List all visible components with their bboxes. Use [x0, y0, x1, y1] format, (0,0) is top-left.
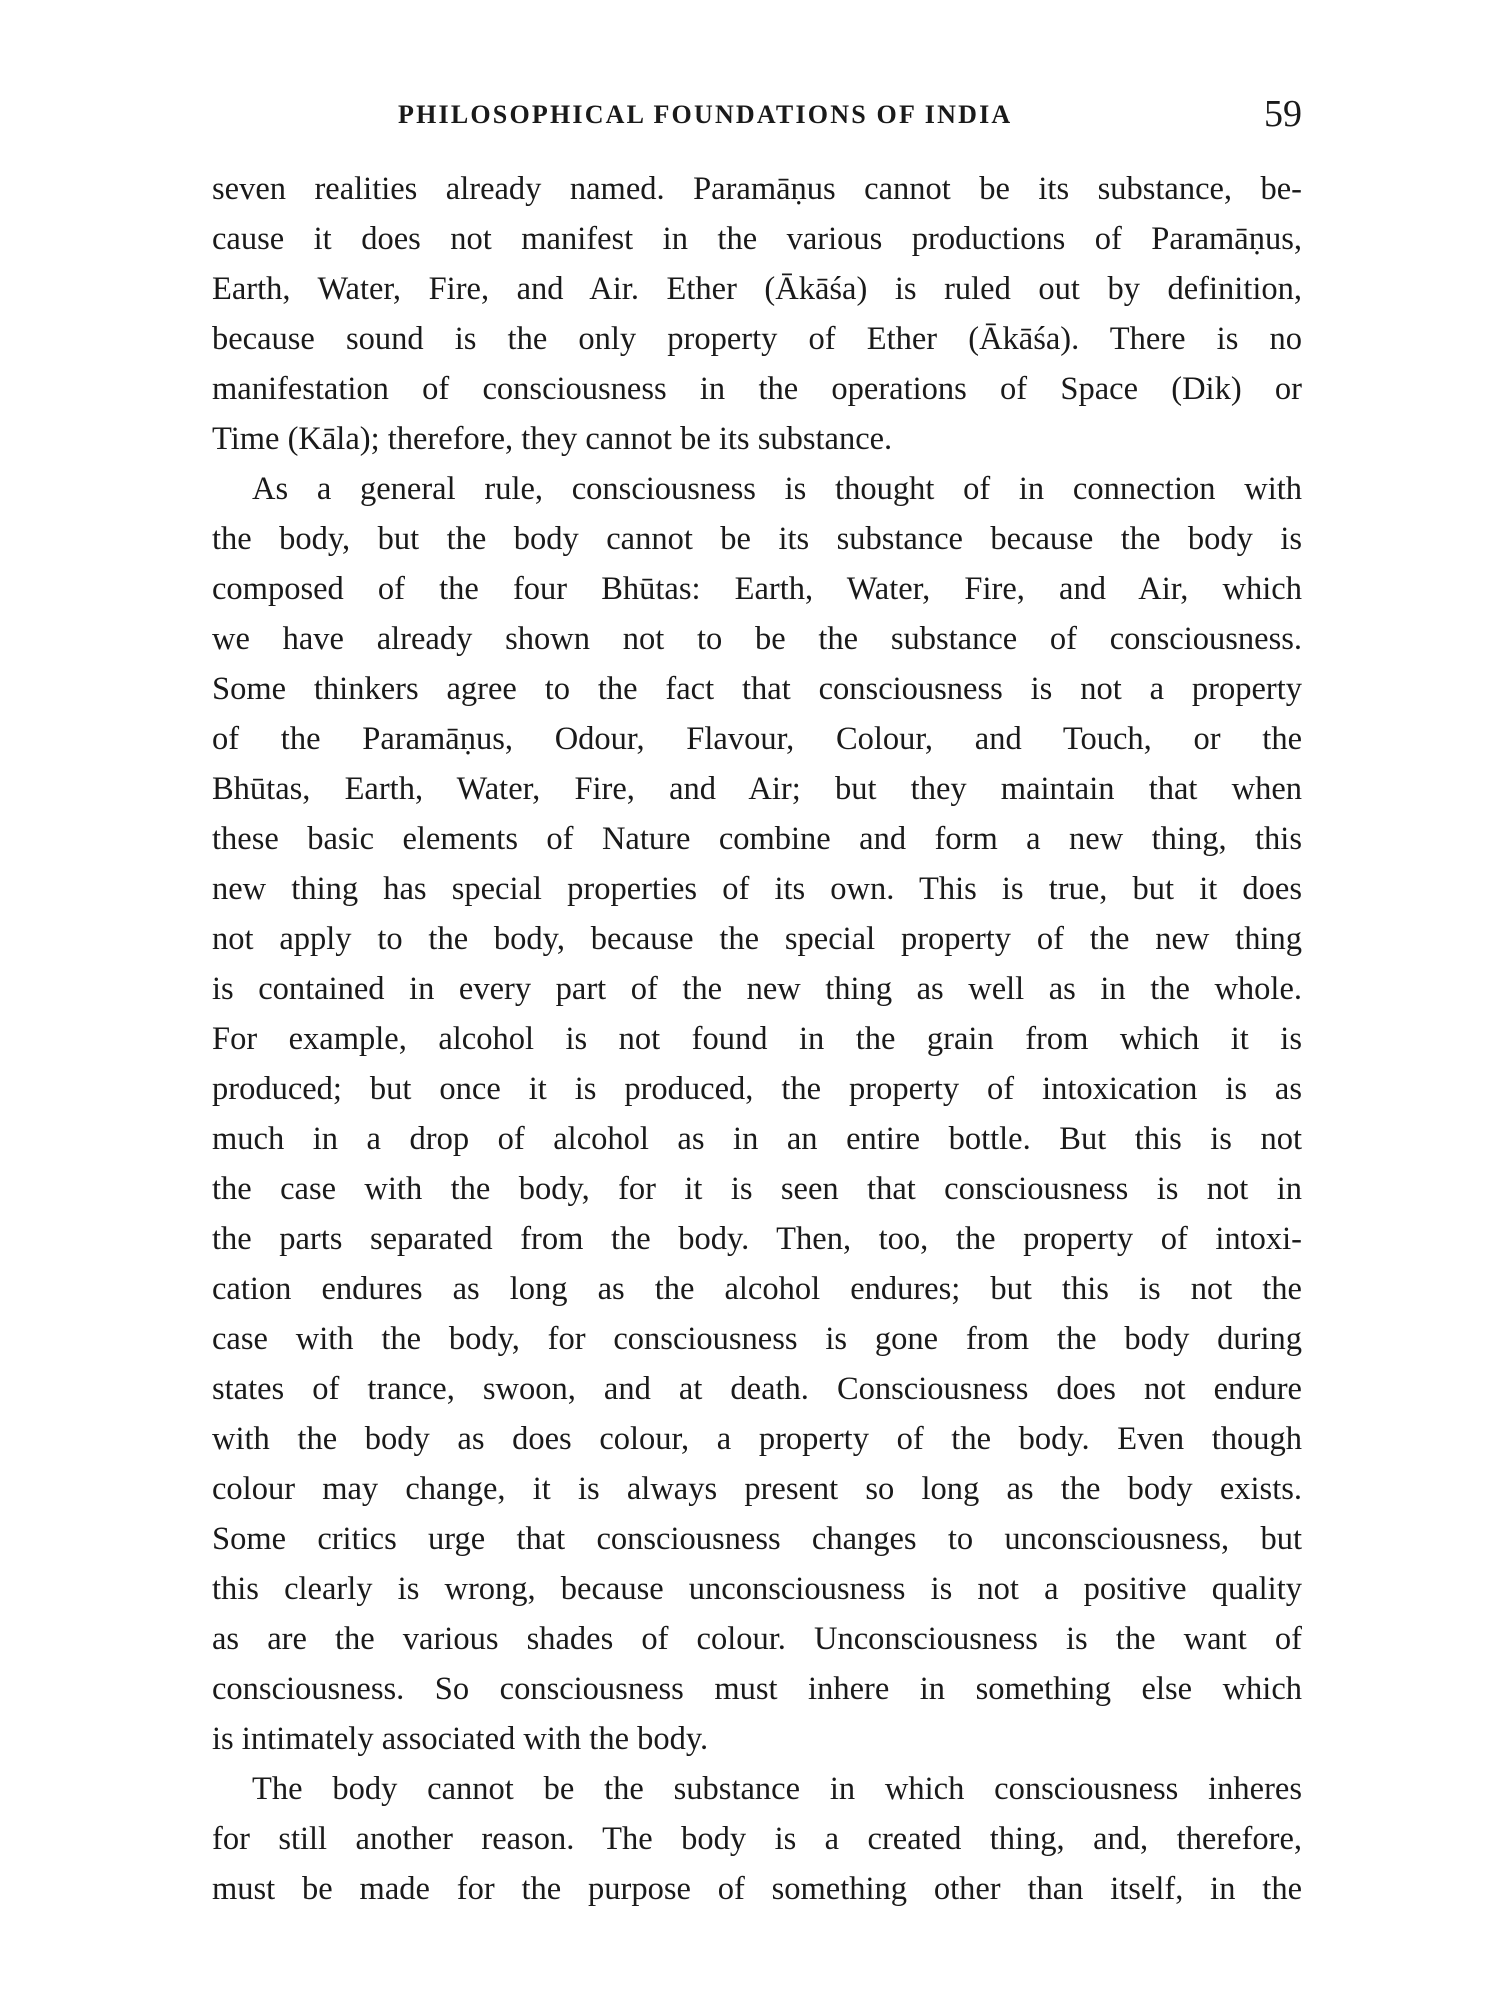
text-line: as are the various shades of colour. Unconsciousness is the want of	[212, 1621, 1302, 1657]
text-line: composed of the four Bhūtas: Earth, Water, Fire, and Air, which	[212, 571, 1302, 607]
text-line: colour may change, it is always present so long as the body exists.	[212, 1471, 1302, 1507]
page-number: 59	[1264, 93, 1302, 135]
paragraph-3	[212, 1764, 1302, 1914]
text-line: new thing has special properties of its own. This is true, but it does	[212, 871, 1302, 907]
text-line: consciousness. So consciousness must inhere in something else which	[212, 1671, 1302, 1707]
text-line: because sound is the only property of Ether (Ākāśa). There is no	[212, 321, 1302, 357]
text-line: Bhūtas, Earth, Water, Fire, and Air; but they maintain that when	[212, 771, 1302, 807]
text-line: not apply to the body, because the special property of the new thing	[212, 921, 1302, 957]
text-line: with the body as does colour, a property of the body. Even though	[212, 1421, 1302, 1457]
body-text	[212, 164, 1302, 1914]
text-line: these basic elements of Nature combine and form a new thing, this	[212, 821, 1302, 857]
text-line: the case with the body, for it is seen that consciousness is not in	[212, 1171, 1302, 1207]
text-line: Some thinkers agree to the fact that consciousness is not a property	[212, 671, 1302, 707]
text-line: produced; but once it is produced, the property of intoxication is as	[212, 1071, 1302, 1107]
text-line: The body cannot be the substance in which consciousness inheres	[252, 1771, 1302, 1807]
text-line: this clearly is wrong, because unconsciousness is not a positive quality	[212, 1571, 1302, 1607]
text-line: manifestation of consciousness in the operations of Space (Dik) or	[212, 371, 1302, 407]
text-line: case with the body, for consciousness is gone from the body during	[212, 1321, 1302, 1357]
paragraph-2	[212, 464, 1302, 1764]
paragraph-1	[212, 164, 1302, 464]
text-line: we have already shown not to be the substance of consciousness.	[212, 621, 1302, 657]
text-line: states of trance, swoon, and at death. Consciousness does not endure	[212, 1371, 1302, 1407]
text-line: As a general rule, consciousness is thought of in connection with	[252, 471, 1302, 507]
text-line: for still another reason. The body is a created thing, and, therefore,	[212, 1821, 1302, 1857]
text-line: Some critics urge that consciousness changes to unconsciousness, but	[212, 1521, 1302, 1557]
text-line: of the Paramāṇus, Odour, Flavour, Colour, and Touch, or the	[212, 721, 1302, 757]
text-line: Earth, Water, Fire, and Air. Ether (Ākāśa) is ruled out by definition,	[212, 271, 1302, 307]
text-line: is contained in every part of the new thing as well as in the whole.	[212, 971, 1302, 1007]
text-line: is intimately associated with the body.	[212, 1721, 709, 1757]
running-head	[212, 93, 1302, 140]
text-line: must be made for the purpose of something other than itself, in the	[212, 1871, 1302, 1907]
text-line: the body, but the body cannot be its substance because the body is	[212, 521, 1302, 557]
text-line: the parts separated from the body. Then, too, the property of intoxi-	[212, 1221, 1302, 1257]
text-line: seven realities already named. Paramāṇus cannot be its substance, be-	[212, 171, 1302, 207]
text-line: For example, alcohol is not found in the grain from which it is	[212, 1021, 1302, 1057]
text-line: Time (Kāla); therefore, they cannot be its substance.	[212, 421, 893, 457]
text-line: cause it does not manifest in the various productions of Paramāṇus,	[212, 221, 1302, 257]
text-line: much in a drop of alcohol as in an entire bottle. But this is not	[212, 1121, 1302, 1157]
text-line: cation endures as long as the alcohol endures; but this is not the	[212, 1271, 1302, 1307]
running-head-title: PHILOSOPHICAL FOUNDATIONS OF INDIA	[398, 100, 1013, 129]
